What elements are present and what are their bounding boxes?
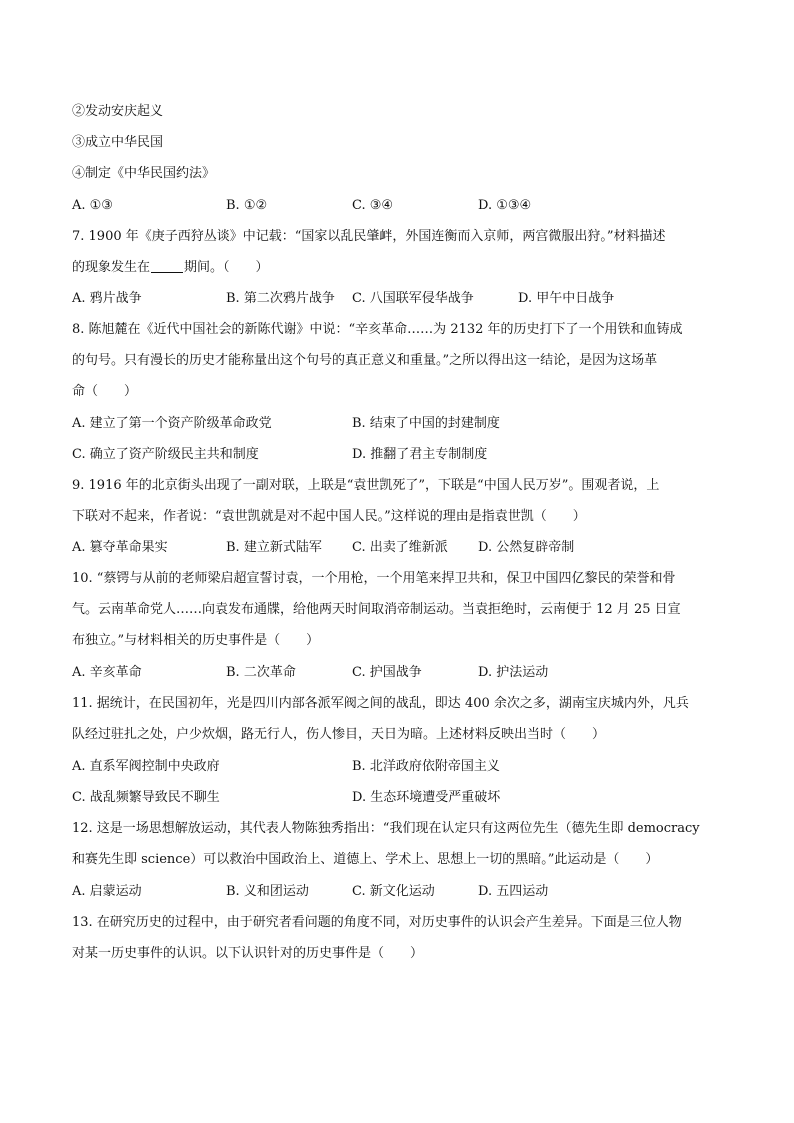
q7-option-c: C. 八国联军侵华战争 [352, 291, 474, 306]
q13-stem-line-2: 对某一历史事件的认识。以下认识针对的历史事件是（ ） [72, 946, 424, 961]
q6-option-b: B. ①② [226, 198, 268, 213]
q12-option-a: A. 启蒙运动 [72, 884, 142, 899]
answer-blank [151, 258, 183, 273]
q12-option-c: C. 新文化运动 [352, 884, 435, 899]
q10-option-b: B. 二次革命 [226, 665, 296, 680]
q7-stem-part-1: 的现象发生在 [72, 260, 151, 275]
q6-statement-2: ②发动安庆起义 [72, 104, 164, 119]
q12-stem-line-1: 12. 这是一场思想解放运动，其代表人物陈独秀指出：“我们现在认定只有这两位先生（德先生即 democracy [72, 821, 700, 836]
q11-stem-line-2: 队经过驻扎之处，户少炊烟，路无行人，伤人惨目，天日为暗。上述材料反映出当时（ ） [72, 727, 606, 742]
q9-option-b: B. 建立新式陆军 [226, 540, 322, 555]
q7-stem-line-2 [72, 258, 732, 278]
q9-stem-line-2: 下联对不起来，作者说：“袁世凯就是对不起中国人民。”这样说的理由是指袁世凯（ ） [72, 509, 586, 524]
q12-stem-line-2: 和赛先生即 science）可以救治中国政治上、道德上、学术上、思想上一切的黑暗。”此运动是（ ） [72, 852, 659, 867]
q10-stem-line-3: 布独立。”与材料相关的历史事件是（ ） [72, 633, 320, 648]
q6-statement-3: ③成立中华民国 [72, 135, 164, 150]
q11-option-a: A. 直系军阀控制中央政府 [72, 759, 220, 774]
q6-option-d: D. ①③④ [478, 198, 532, 213]
q7-option-d: D. 甲午中日战争 [518, 291, 615, 306]
q11-option-b: B. 北洋政府依附帝国主义 [352, 759, 500, 774]
q7-option-a: A. 鸦片战争 [72, 291, 142, 306]
q6-option-c: C. ③④ [352, 198, 394, 213]
q9-option-d: D. 公然复辟帝制 [478, 540, 575, 555]
q10-stem-line-1: 10. “蔡锷与从前的老师梁启超宣誓讨袁，一个用枪，一个用笔来捍卫共和，保卫中国四亿黎民的荣誉和骨 [72, 571, 676, 586]
q11-stem-line-1: 11. 据统计，在民国初年，光是四川内部各派军阀之间的战乱，即达 400 余次之多，湖南宝庆城内外，凡兵 [72, 696, 689, 711]
q10-option-d: D. 护法运动 [478, 665, 549, 680]
q10-option-a: A. 辛亥革命 [72, 665, 142, 680]
q12-option-b: B. 义和团运动 [226, 884, 309, 899]
q8-option-a: A. 建立了第一个资产阶级革命政党 [72, 416, 272, 431]
q7-stem-part-2: 期间。（ ） [184, 260, 269, 275]
q10-option-c: C. 护国战争 [352, 665, 422, 680]
q7-stem-line-1: 7. 1900 年《庚子西狩丛谈》中记载：“国家以乱民肇衅，外国连衡而入京师，两宫微服出狩。”材料描述 [72, 229, 666, 244]
q8-option-c: C. 确立了资产阶级民主共和制度 [72, 447, 259, 462]
q12-option-d: D. 五四运动 [478, 884, 549, 899]
q8-stem-line-1: 8. 陈旭麓在《近代中国社会的新陈代谢》中说：“辛亥革命……为 2132 年的历史打下了一个用铁和血铸成 [72, 322, 683, 337]
q9-option-c: C. 出卖了维新派 [352, 540, 448, 555]
q10-stem-line-2: 气。云南革命党人……向袁发布通牒，给他两天时间取消帝制运动。当袁拒绝时，云南便于 12 月 25 日宣 [72, 602, 681, 617]
q11-option-c: C. 战乱频繁导致民不聊生 [72, 790, 220, 805]
q8-stem-line-2: 的句号。只有漫长的历史才能称量出这个句号的真正意义和重量。”之所以得出这一结论，是因为这场革 [72, 353, 658, 368]
q8-option-d: D. 推翻了君主专制制度 [352, 447, 488, 462]
q11-option-d: D. 生态环境遭受严重破坏 [352, 790, 501, 805]
q9-option-a: A. 篡夺革命果实 [72, 540, 168, 555]
q8-option-b: B. 结束了中国的封建制度 [352, 416, 500, 431]
q8-stem-line-3: 命（ ） [72, 384, 138, 399]
q7-option-b: B. 第二次鸦片战争 [226, 291, 335, 306]
q6-statement-4: ④制定《中华民国约法》 [72, 166, 216, 181]
q9-stem-line-1: 9. 1916 年的北京街头出现了一副对联，上联是“袁世凯死了”，下联是“中国人民万岁”。围观者说，上 [72, 478, 660, 493]
q6-option-a: A. ①③ [72, 198, 113, 213]
q13-stem-line-1: 13. 在研究历史的过程中，由于研究者看问题的角度不同，对历史事件的认识会产生差异。下面是三位人物 [72, 915, 682, 930]
